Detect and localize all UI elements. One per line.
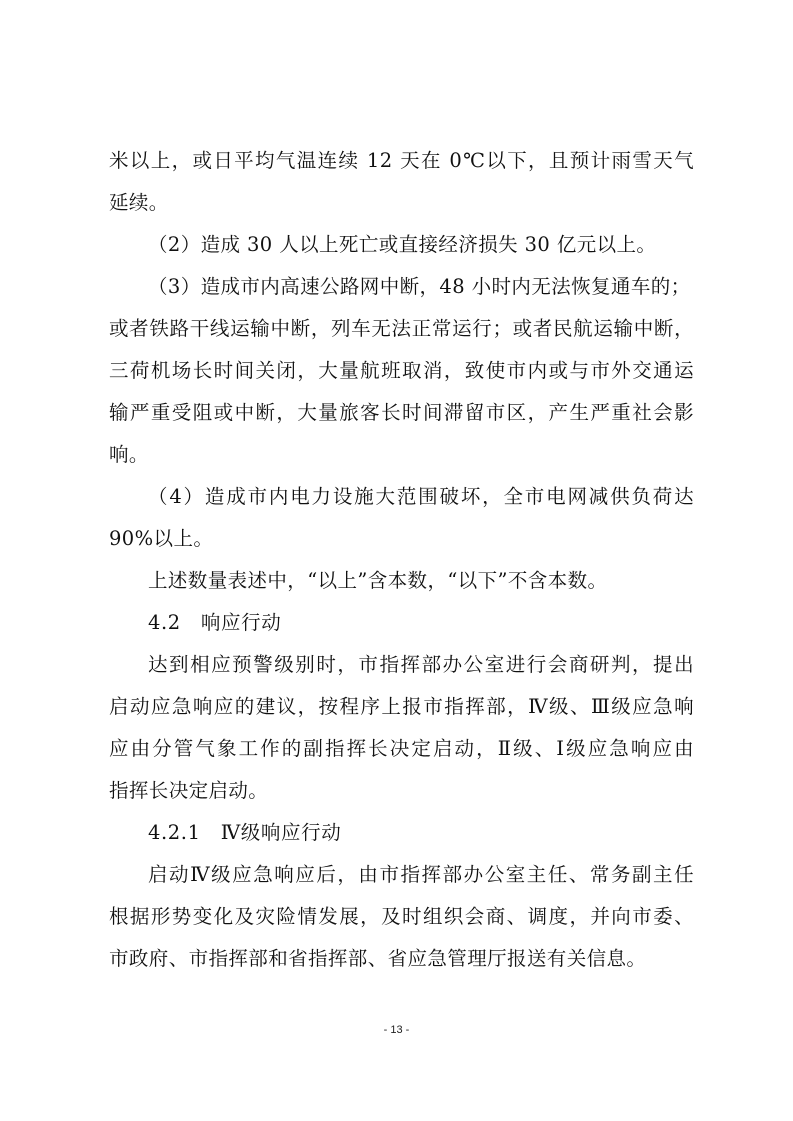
subsection-heading: 4.2.1 Ⅳ级响应行动 [148, 821, 342, 844]
paragraph-line: 应由分管气象工作的副指挥长决定启动，Ⅱ级、Ⅰ级应急响应由 [109, 737, 694, 760]
paragraph-line: 三荷机场长时间关闭，大量航班取消，致使市内或与市外交通运 [109, 359, 694, 382]
paragraph-line: 90%以上。 [109, 527, 214, 550]
paragraph-line: （2）造成 30 人以上死亡或直接经济损失 30 亿元以上。 [148, 233, 657, 256]
paragraph-line: 输严重受阻或中断，大量旅客长时间滞留市区，产生严重社会影 [109, 401, 694, 424]
paragraph-line: 启动Ⅳ级应急响应后，由市指挥部办公室主任、常务副主任 [148, 863, 694, 886]
paragraph-line: 达到相应预警级别时，市指挥部办公室进行会商研判，提出 [148, 653, 694, 676]
paragraph-line: （3）造成市内高速公路网中断，48 小时内无法恢复通车的； [148, 275, 691, 298]
paragraph-line: 指挥长决定启动。 [109, 779, 269, 802]
paragraph-line: 响。 [109, 443, 149, 466]
paragraph-line: （4）造成市内电力设施大范围破坏，全市电网减供负荷达 [148, 485, 694, 508]
paragraph-line: 启动应急响应的建议，按程序上报市指挥部，Ⅳ级、Ⅲ级应急响 [109, 695, 694, 718]
paragraph-line: 延续。 [109, 191, 169, 214]
paragraph-line: 或者铁路干线运输中断，列车无法正常运行；或者民航运输中断， [109, 317, 694, 340]
paragraph-line: 上述数量表述中，“以上”含本数，“以下”不含本数。 [148, 569, 608, 592]
page-number: - 13 - [383, 1024, 410, 1036]
section-heading: 4.2 响应行动 [148, 611, 282, 634]
paragraph-line: 米以上，或日平均气温连续 12 天在 0℃以下，且预计雨雪天气 [109, 149, 694, 172]
paragraph-line: 根据形势变化及灾险情发展，及时组织会商、调度，并向市委、 [109, 905, 694, 928]
paragraph-line: 市政府、市指挥部和省指挥部、省应急管理厅报送有关信息。 [109, 947, 647, 970]
